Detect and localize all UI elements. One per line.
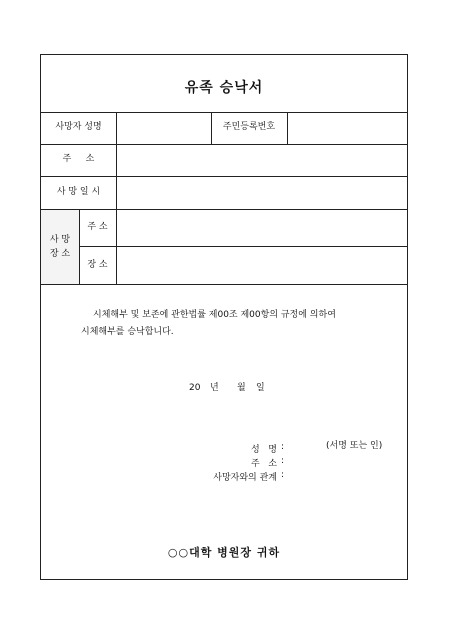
deceased-name-label: 사망자 성명 — [55, 122, 102, 132]
resident-number-field[interactable] — [288, 113, 407, 144]
consent-statement-line2: 시체해부를 승낙합니다. — [81, 327, 174, 337]
death-datetime-label: 사 망 일 시 — [56, 187, 101, 197]
death-place-label-line1: 사 망 — [49, 235, 71, 245]
resident-number-label: 주민등록번호 — [222, 122, 276, 132]
death-place-label-cell — [41, 210, 79, 284]
consent-statement-line1: 시체해부 및 보존에 관한법률 제00조 제00항의 규정에 의하여 — [93, 310, 336, 320]
signer-address-colon: : — [281, 456, 285, 466]
place-location-field[interactable] — [117, 247, 407, 284]
address-field[interactable] — [117, 145, 407, 176]
signer-name-note: (서명 또는 인) — [326, 441, 383, 451]
consent-form — [40, 54, 408, 580]
death-datetime-field[interactable] — [117, 177, 407, 209]
signer-relation-colon: : — [281, 470, 285, 480]
place-address-field[interactable] — [117, 210, 407, 246]
signer-relation-label: 사망자와의 관계 — [213, 473, 277, 483]
form-title: 유족 승낙서 — [184, 80, 264, 96]
place-address-label: 주 소 — [87, 222, 108, 232]
address-label: 주 소 — [62, 154, 95, 164]
signer-name-label: 성 명 — [251, 445, 277, 455]
place-location-label: 장 소 — [87, 260, 108, 270]
date-year-prefix: 20 — [189, 383, 201, 393]
signer-address-label: 주 소 — [251, 459, 277, 469]
deceased-name-field[interactable] — [117, 113, 211, 144]
death-place-divider — [79, 209, 80, 284]
date-day: 일 — [256, 383, 265, 393]
table-bottom-border — [41, 284, 407, 285]
date-year: 년 — [210, 383, 219, 393]
death-place-label-line2: 장 소 — [49, 249, 71, 259]
recipient-line: ○○대학 병원장 귀하 — [167, 546, 281, 559]
signer-name-colon: : — [281, 442, 285, 452]
date-month: 월 — [237, 383, 246, 393]
